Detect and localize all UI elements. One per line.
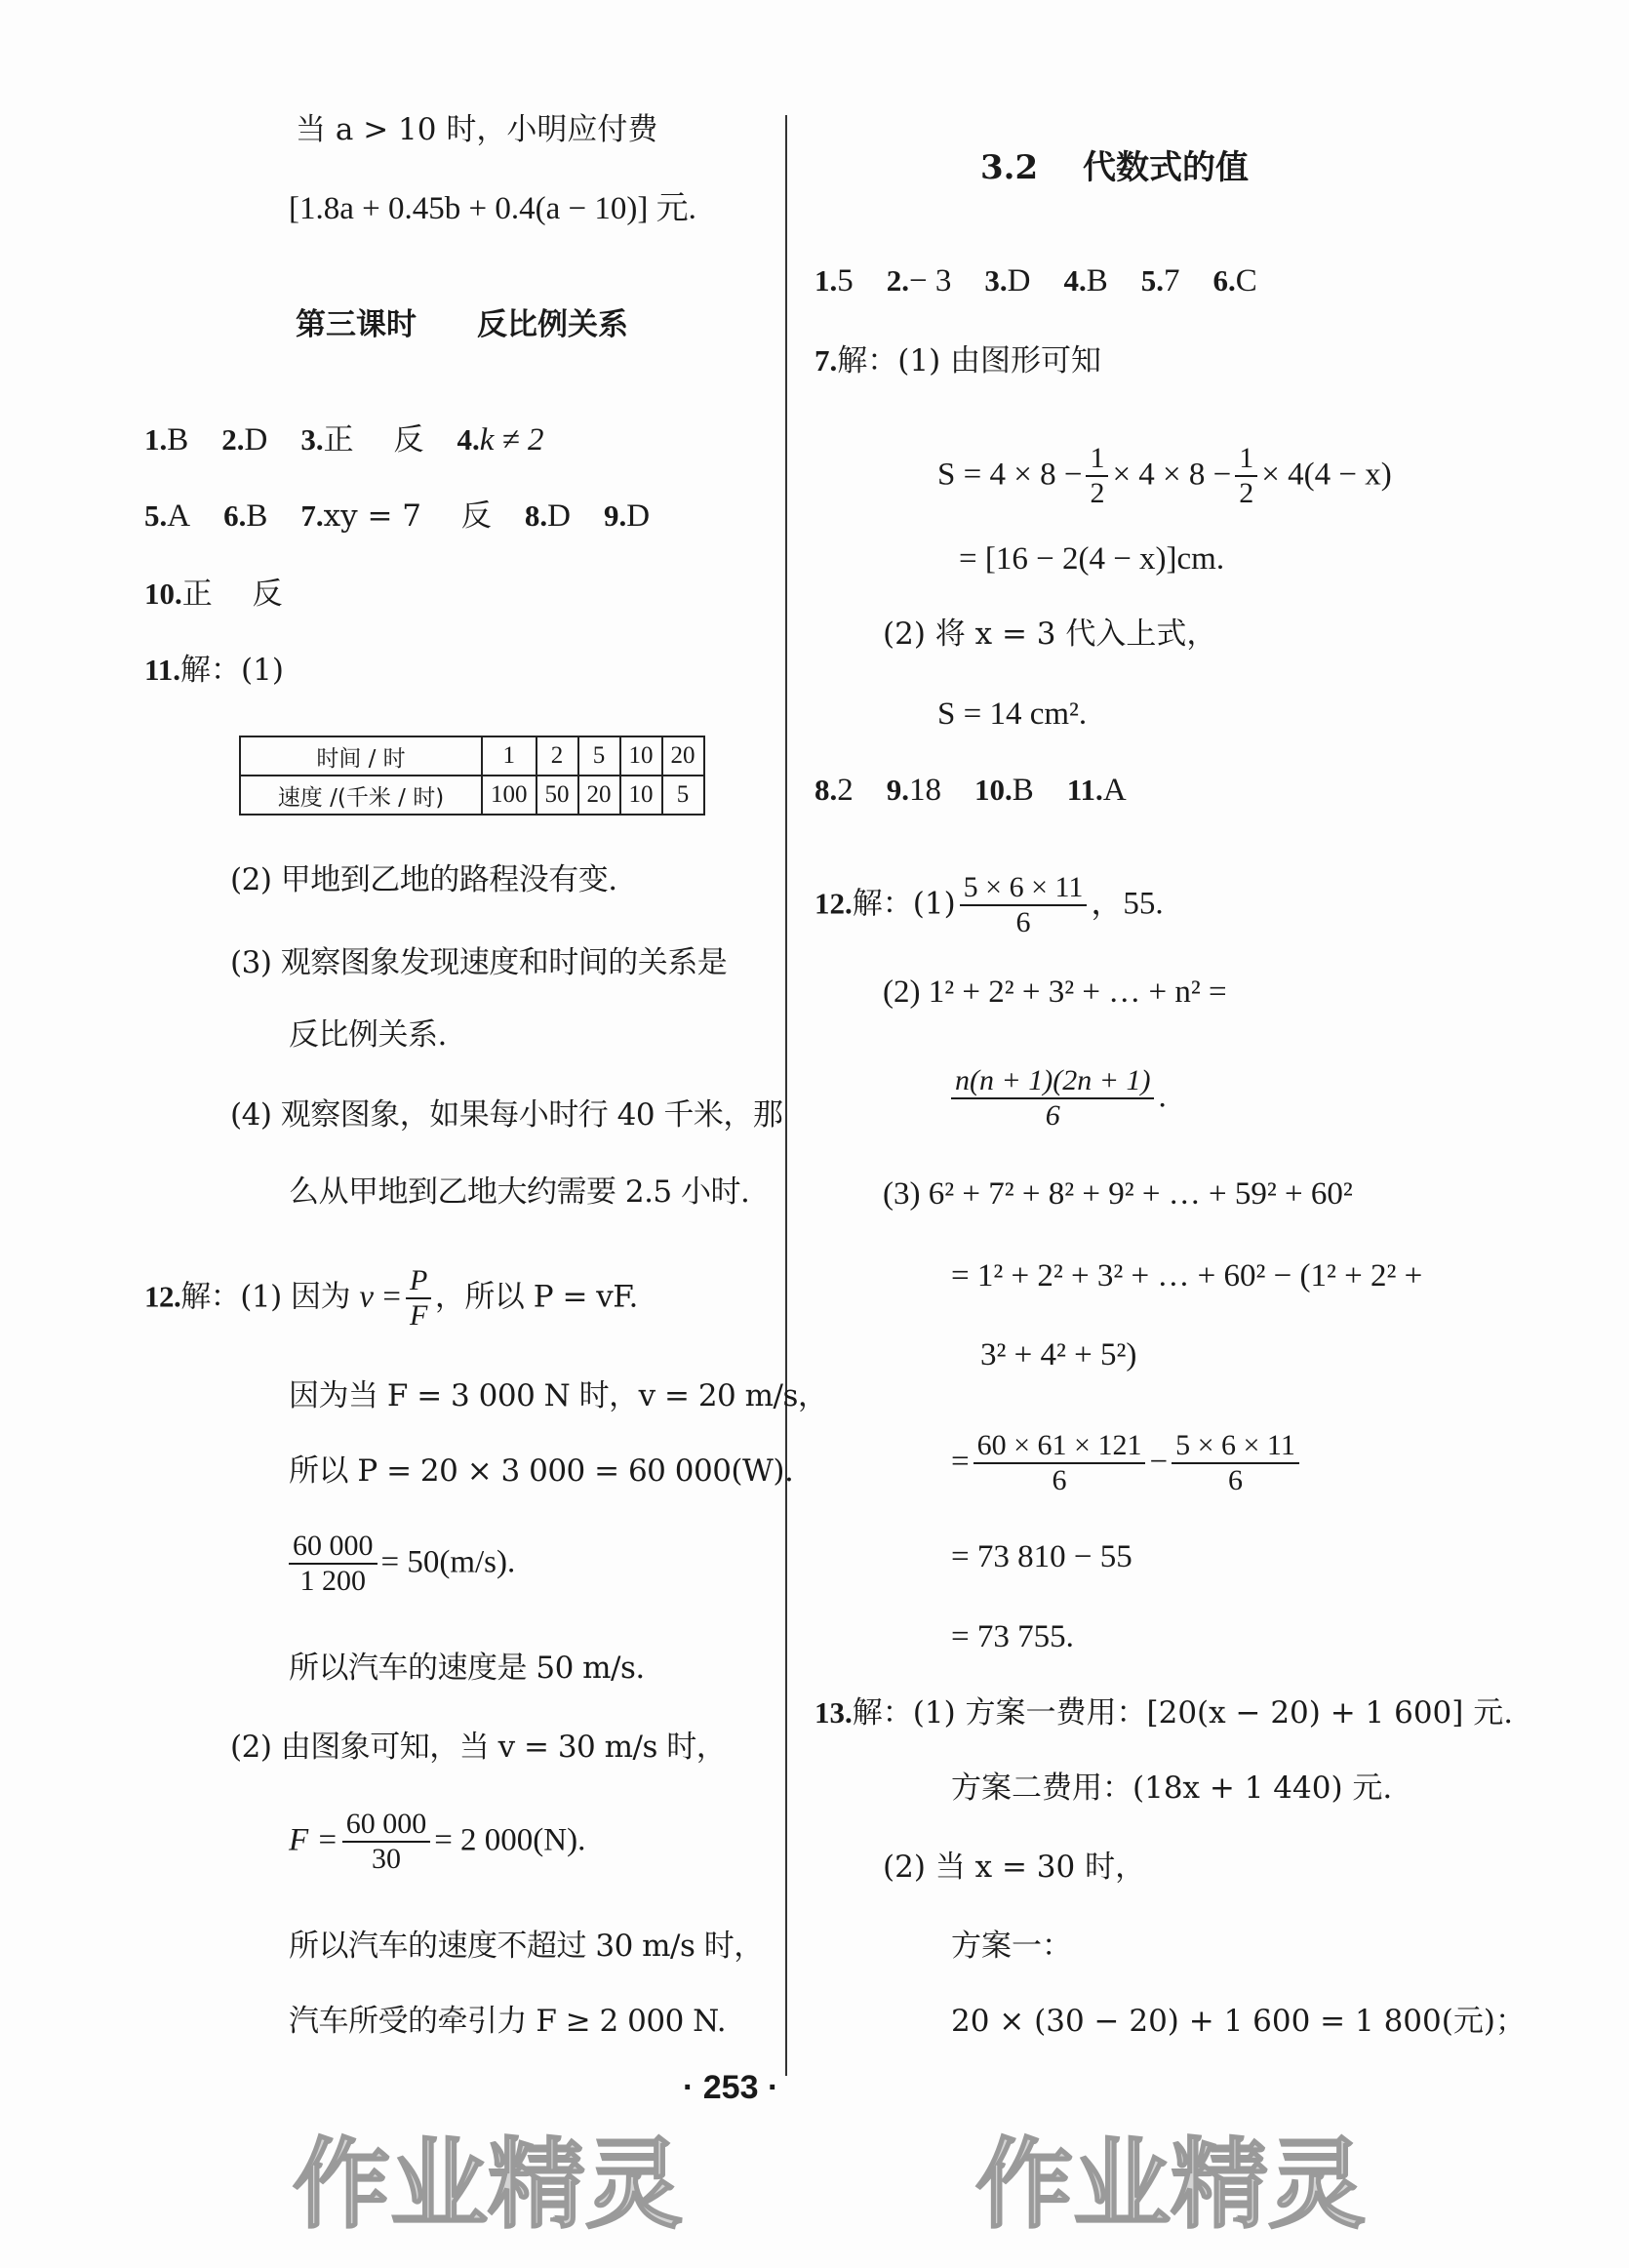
answer-value: 正 反	[181, 577, 283, 612]
fraction	[973, 1429, 1146, 1497]
table-cell: 速度 /(千米 / 时)	[240, 776, 482, 815]
answer-number: 6.	[1212, 263, 1236, 298]
question-number: 12.	[144, 1279, 181, 1314]
answer-value: k ≠ 2	[479, 422, 544, 458]
math: = 2 000(N).	[434, 1822, 586, 1858]
question-12-line-8: 所以汽车的速度不超过 30 m/s 时，	[289, 1929, 764, 1964]
numerator: 5 × 6 × 11	[960, 871, 1088, 906]
numerator: 60 000	[342, 1808, 431, 1843]
answer-number: 2.	[886, 263, 909, 298]
question-13-line-4: 方案一：	[951, 1929, 1072, 1964]
answers-row-1	[144, 420, 543, 459]
math: ，所以 P = vF.	[434, 1279, 638, 1315]
denominator: 6	[1052, 1464, 1067, 1496]
question-7-part-2: (2) 将 x = 3 代入上式，	[883, 617, 1217, 652]
math: S = 4 × 8 −	[937, 457, 1083, 493]
q11-part-3-cont: 反比例关系.	[289, 1017, 447, 1053]
solution-label: 解：(1) 由图形可知	[837, 343, 1102, 378]
q11-part-3: (3) 观察图象发现速度和时间的关系是	[230, 945, 728, 980]
math: v =	[359, 1279, 403, 1315]
question-12-line-3: 所以 P = 20 × 3 000 = 60 000(W).	[289, 1453, 794, 1489]
answer-value: D	[244, 422, 268, 458]
question-12-line-5: 所以汽车的速度是 50 m/s.	[289, 1651, 645, 1686]
question-12-line-3	[951, 1064, 1167, 1133]
fraction	[406, 1264, 431, 1333]
question-7-label	[814, 341, 1101, 380]
denominator: 1 200	[299, 1565, 366, 1597]
answer-number: 7.	[300, 498, 324, 533]
answer-value: xy = 7 反	[323, 498, 492, 534]
line-payment-condition: 当 a > 10 时，小明应付费	[296, 112, 658, 147]
watermark: 作业精灵	[975, 2128, 1366, 2242]
fraction	[1235, 442, 1257, 510]
numerator: 60 × 61 × 121	[973, 1429, 1146, 1464]
answer-number: 10.	[144, 577, 182, 611]
table-cell: 10	[620, 776, 662, 815]
answer-value: B	[167, 422, 189, 458]
answer-value: − 3	[909, 263, 952, 298]
table-cell: 100	[482, 776, 536, 815]
math: = 50(m/s).	[380, 1544, 516, 1580]
question-13-line-2: 方案二费用：(18x + 1 440) 元.	[951, 1771, 1393, 1806]
answer-number: 9.	[886, 773, 909, 807]
fraction	[1086, 442, 1108, 510]
answer-value: B	[1086, 263, 1108, 298]
math: × 4 × 8 −	[1112, 457, 1232, 493]
solution-label: 解：(1)	[852, 886, 956, 922]
answer-number: 1.	[814, 263, 838, 298]
question-7-area-formula	[937, 442, 1392, 510]
answer-value: D	[1007, 263, 1031, 298]
question-13-line-1	[814, 1693, 1513, 1732]
solution-text: 解：(1) 方案一费用：[20(x − 20) + 1 600] 元.	[852, 1695, 1514, 1731]
answers-row-2	[144, 497, 650, 536]
table-cell: 10	[620, 736, 662, 776]
question-7-line-4: S = 14 cm².	[937, 696, 1088, 732]
fraction	[1172, 1429, 1299, 1497]
answer-number: 11.	[1066, 773, 1103, 807]
denominator: 6	[1015, 906, 1031, 938]
question-12-line-9: 汽车所受的牵引力 F ≥ 2 000 N.	[289, 2004, 727, 2039]
answer-value: 5	[837, 263, 854, 298]
q11-part-2: (2) 甲地到乙地的路程没有变.	[230, 862, 617, 897]
answer-number: 5.	[1140, 263, 1164, 298]
table-cell: 5	[662, 776, 704, 815]
question-12-line-9: = 73 755.	[951, 1619, 1074, 1654]
page-number: · 253 ·	[683, 2069, 779, 2106]
q11-part-4-cont: 么从甲地到乙地大约需要 2.5 小时.	[289, 1174, 750, 1210]
answer-number: 1.	[144, 422, 168, 457]
answer-value: 正 反	[323, 422, 424, 458]
question-12-part-2: (2) 由图象可知，当 v = 30 m/s 时，	[230, 1730, 727, 1765]
fraction	[289, 1530, 377, 1598]
answer-number: 6.	[223, 498, 247, 533]
question-12-part-3: (3) 6² + 7² + 8² + 9² + … + 59² + 60²	[883, 1176, 1353, 1212]
section-heading-inverse-proportion: 第三课时 反比例关系	[296, 307, 628, 342]
question-12-line-7	[289, 1808, 585, 1876]
solution-label: 解：(1)	[180, 653, 284, 688]
answer-number: 3.	[984, 263, 1008, 298]
answers-row-3	[144, 575, 283, 614]
question-number: 11.	[144, 653, 181, 687]
answer-number: 4.	[1063, 263, 1087, 298]
time-speed-table	[239, 736, 705, 816]
question-12-line-5: = 1² + 2² + 3² + … + 60² − (1² + 2² +	[951, 1258, 1423, 1293]
answer-value: C	[1235, 263, 1257, 298]
answer-number: 9.	[603, 498, 627, 533]
numerator: 5 × 6 × 11	[1172, 1429, 1299, 1464]
numerator: 60 000	[289, 1530, 377, 1565]
question-13-line-5: 20 × (30 − 20) + 1 600 = 1 800(元)；	[951, 2004, 1526, 2039]
fraction	[960, 871, 1088, 939]
table-cell: 时间 / 时	[240, 736, 482, 776]
table-cell: 50	[536, 776, 578, 815]
denominator: 6	[1045, 1099, 1060, 1132]
column-divider	[785, 115, 787, 2076]
question-number: 7.	[814, 343, 838, 378]
answer-value: 18	[909, 773, 941, 808]
answer-number: 8.	[524, 498, 548, 533]
answer-number: 10.	[974, 773, 1013, 807]
denominator: 2	[1239, 477, 1254, 509]
denominator: F	[410, 1299, 427, 1332]
fraction	[951, 1064, 1154, 1133]
numerator: n(n + 1)(2n + 1)	[951, 1064, 1154, 1099]
solution-label: 解：(1) 因为	[180, 1279, 360, 1315]
answer-value: A	[167, 498, 191, 534]
answer-value: D	[547, 498, 571, 534]
answer-number: 8.	[814, 773, 838, 807]
question-11-label	[144, 651, 284, 690]
denominator: 2	[1090, 477, 1105, 509]
table-cell: 2	[536, 736, 578, 776]
question-number: 13.	[814, 1695, 853, 1730]
numerator: P	[406, 1264, 431, 1299]
section-heading-algebraic-value: 3.2 代数式的值	[980, 148, 1249, 187]
denominator: 30	[371, 1843, 401, 1875]
math: × 4(4 − x)	[1261, 457, 1392, 493]
answer-value: B	[246, 498, 268, 534]
question-12-line-1	[144, 1264, 638, 1333]
numerator: 1	[1235, 442, 1257, 477]
watermark: 作业精灵	[293, 2128, 683, 2242]
math: F =	[289, 1822, 338, 1858]
table-cell: 5	[578, 736, 620, 776]
question-12-line-7	[951, 1429, 1303, 1497]
fraction	[342, 1808, 431, 1876]
question-12-line-1	[814, 871, 1164, 939]
math: ，55.	[1091, 886, 1164, 922]
answers-row-1	[814, 261, 1257, 300]
table-cell: 20	[662, 736, 704, 776]
question-12-line-8: = 73 810 − 55	[951, 1539, 1132, 1574]
answer-value: 2	[837, 773, 854, 808]
answer-value: A	[1102, 773, 1127, 808]
table-row	[240, 776, 704, 815]
math: =	[951, 1444, 970, 1480]
math: .	[1158, 1079, 1167, 1115]
math: −	[1149, 1444, 1169, 1480]
denominator: 6	[1227, 1464, 1243, 1496]
question-7-line-2: = [16 − 2(4 − x)]cm.	[959, 541, 1225, 577]
question-number: 12.	[814, 886, 853, 921]
table-row	[240, 736, 704, 776]
question-12-line-2: 因为当 F = 3 000 N 时，v = 20 m/s，	[289, 1378, 828, 1413]
numerator: 1	[1086, 442, 1108, 477]
answer-number: 4.	[457, 422, 480, 457]
answer-value: 7	[1163, 263, 1180, 298]
question-12-part-2: (2) 1² + 2² + 3² + … + n² =	[883, 975, 1227, 1010]
table-cell: 20	[578, 776, 620, 815]
table-cell: 1	[482, 736, 536, 776]
answer-number: 5.	[144, 498, 168, 533]
question-12-line-4	[289, 1530, 515, 1598]
answers-row-2	[814, 771, 1127, 810]
line-payment-formula: [1.8a + 0.45b + 0.4(a − 10)] 元.	[289, 191, 696, 226]
question-13-part-2: (2) 当 x = 30 时，	[883, 1850, 1146, 1885]
q11-part-4: (4) 观察图象，如果每小时行 40 千米，那	[230, 1097, 783, 1133]
answer-number: 2.	[221, 422, 245, 457]
answer-number: 3.	[300, 422, 324, 457]
question-12-line-6: 3² + 4² + 5²)	[980, 1337, 1137, 1373]
answer-value: D	[626, 498, 651, 534]
answer-value: B	[1012, 773, 1034, 808]
